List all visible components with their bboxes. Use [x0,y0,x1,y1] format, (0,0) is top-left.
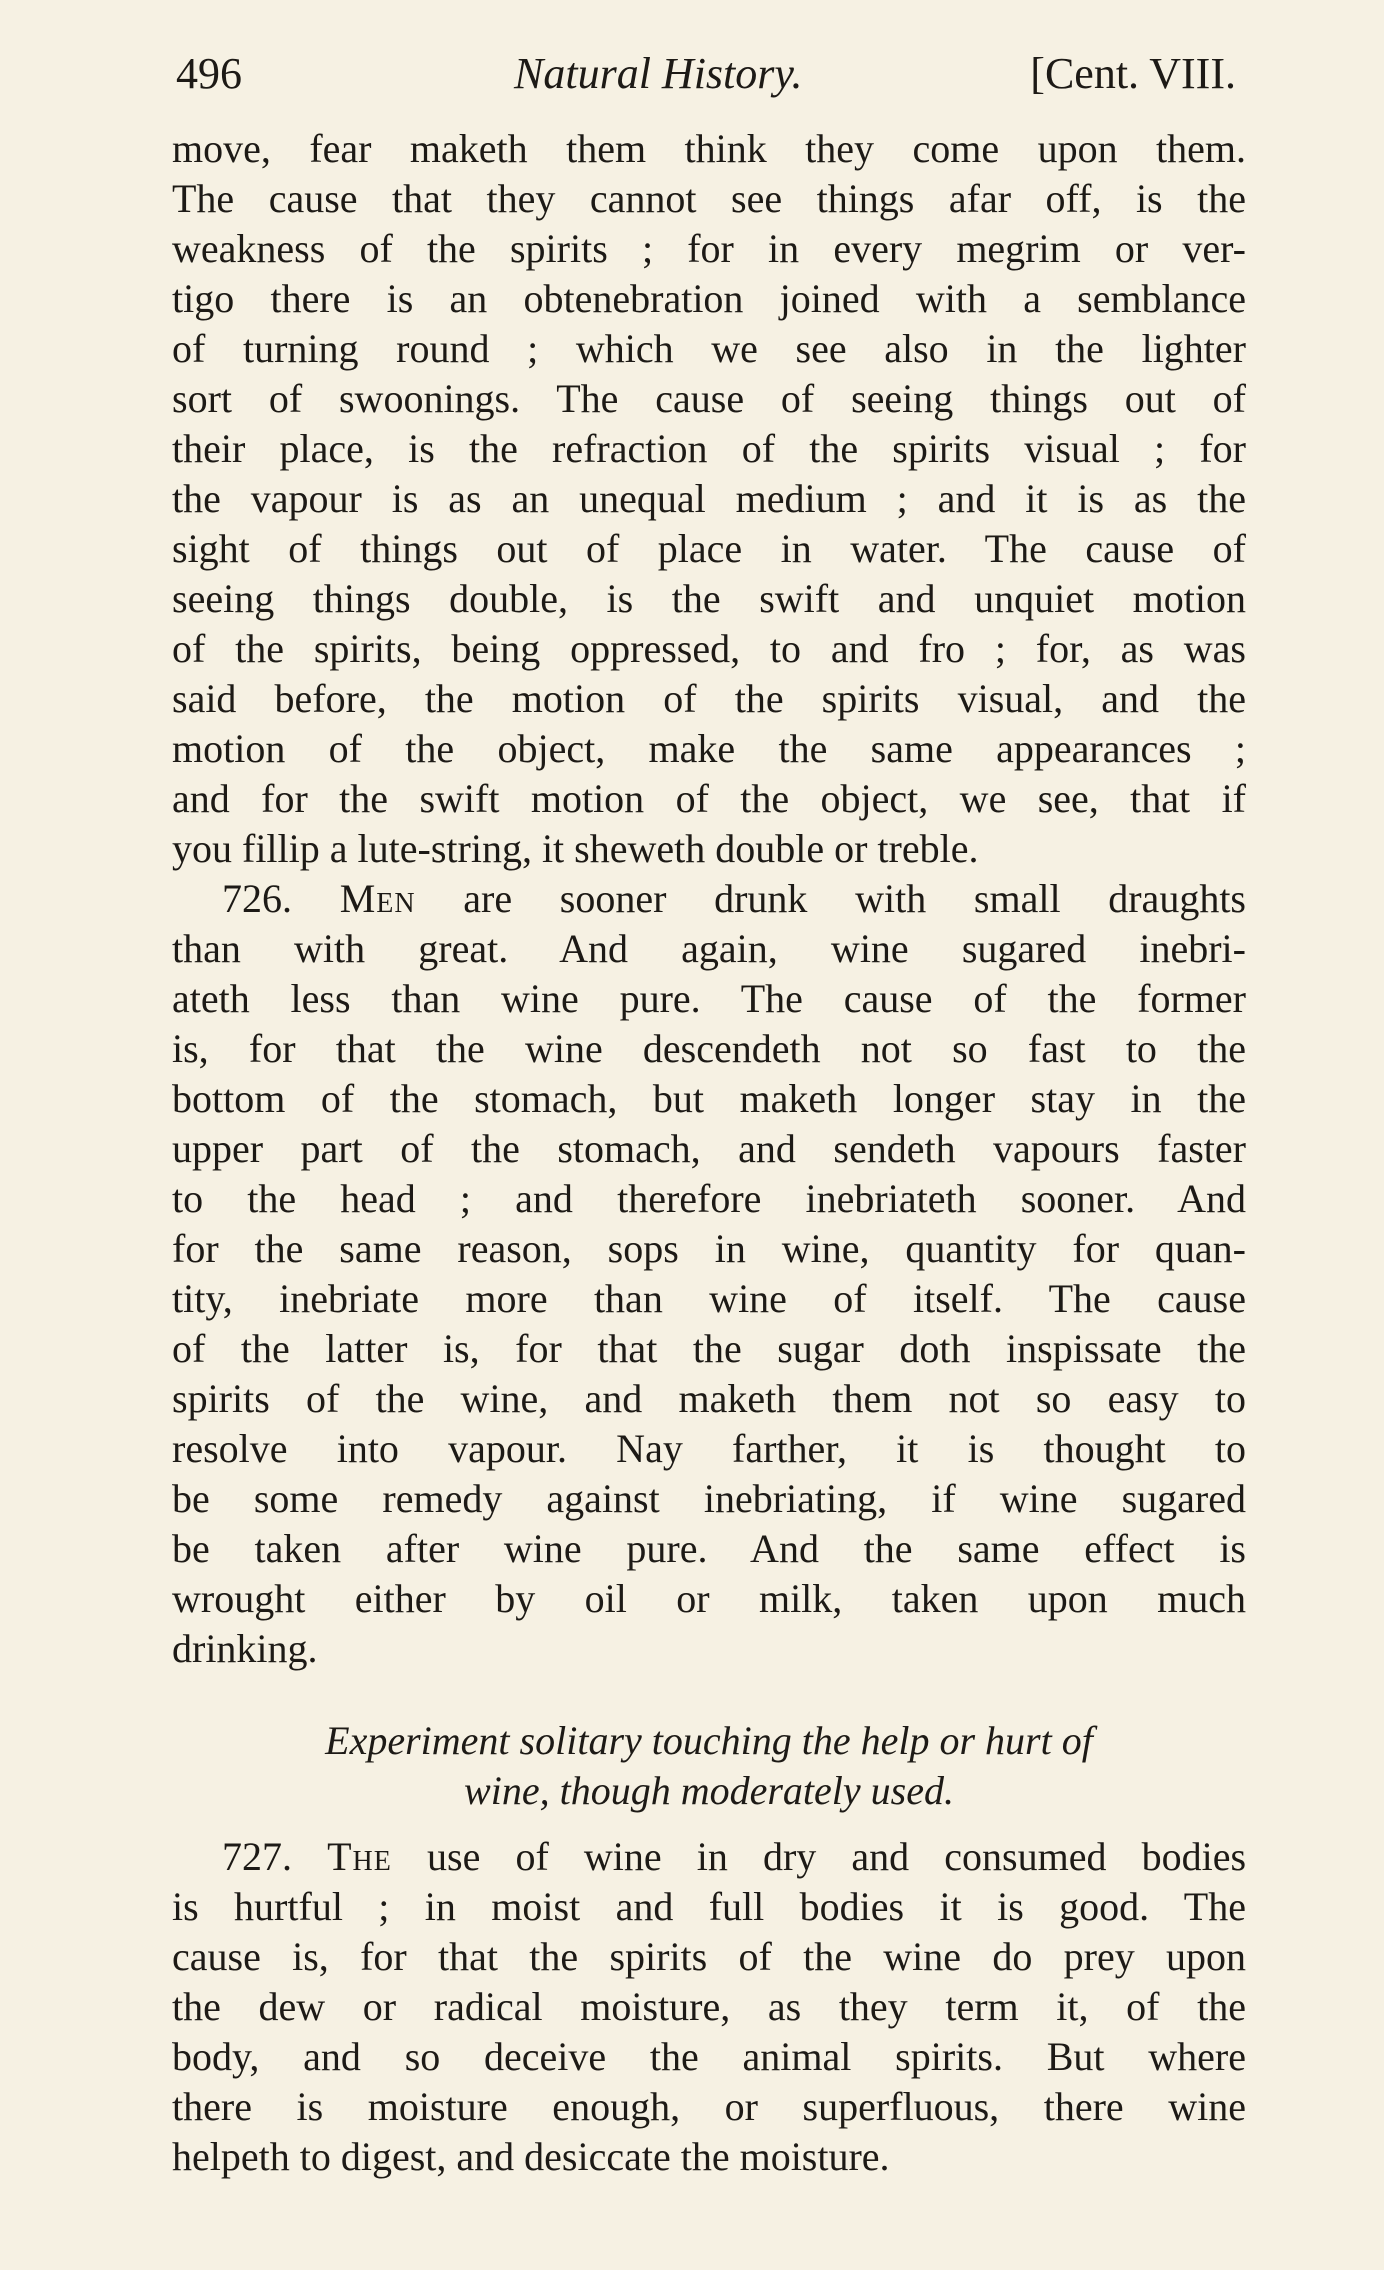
text-line: upper part of the stomach, and sendeth vapours faster [172,1126,1246,1171]
text-line: move, fear maketh them think they come upon them. [172,126,1246,171]
text-line: motion of the object, make the same appearances ; [172,726,1246,771]
paragraph-726-first-line: 726. Men are sooner drunk with small draughts [222,876,1246,921]
text-line: of the latter is, for that the sugar doth inspissate the [172,1326,1246,1371]
paragraph-727-first-line: 727. The use of wine in dry and consumed bodies [222,1834,1247,1879]
text-line: than with great. And again, wine sugared inebri- [172,926,1246,971]
text-line: is hurtful ; in moist and full bodies it is good. The [172,1884,1246,1929]
text-line: weakness of the spirits ; for in every megrim or ver- [172,226,1246,271]
text-line: The cause that they cannot see things afar off, is the [172,176,1246,221]
text-line: ateth less than wine pure. The cause of the former [172,976,1246,1021]
page-number: 496 [176,49,242,98]
text-line: be some remedy against inebriating, if wine sugared [172,1476,1246,1521]
text-line: the vapour is as an unequal medium ; and it is as the [172,476,1246,521]
text-line: of turning round ; which we see also in the lighter [172,326,1246,371]
section-heading-line-2: wine, though moderately used. [464,1768,954,1813]
paragraph-number: 727. [222,1834,292,1879]
text-line: resolve into vapour. Nay farther, it is thought to [172,1426,1246,1471]
running-title: Natural History. [514,49,803,98]
text-line: sort of swoonings. The cause of seeing things out of [172,376,1246,421]
section-heading-line-1: Experiment solitary touching the help or hurt of [325,1718,1093,1763]
text-line: tity, inebriate more than wine of itself. The cause [172,1276,1246,1321]
text-line: is, for that the wine descendeth not so fast to the [172,1026,1246,1071]
text-line: you fillip a lute-string, it sheweth double or treble. [172,826,979,871]
text-line: cause is, for that the spirits of the wine do prey upon [172,1934,1246,1979]
text-line: their place, is the refraction of the spirits visual ; for [172,426,1246,471]
text-line: spirits of the wine, and maketh them not so easy to [172,1376,1246,1421]
text-line: for the same reason, sops in wine, quantity for quan- [172,1226,1246,1271]
text-line: said before, the motion of the spirits visual, and the [172,676,1246,721]
small-caps-word: Men [339,876,416,921]
small-caps-word: The [327,1834,392,1879]
text-line: be taken after wine pure. And the same effect is [172,1526,1246,1571]
text-line: the dew or radical moisture, as they term it, of the [172,1984,1246,2029]
section-label: [Cent. VIII. [1030,49,1236,98]
text-line: seeing things double, is the swift and unquiet motion [172,576,1246,621]
text-line: bottom of the stomach, but maketh longer stay in the [172,1076,1246,1121]
text-line: sight of things out of place in water. The cause of [172,526,1246,571]
text-line: there is moisture enough, or superfluous, there wine [172,2084,1246,2129]
text-line: of the spirits, being oppressed, to and fro ; for, as was [172,626,1246,671]
text-line: and for the swift motion of the object, we see, that if [172,776,1246,821]
text-line: wrought either by oil or milk, taken upon much [172,1576,1246,1621]
text-line: drinking. [172,1626,318,1671]
text-line: tigo there is an obtenebration joined with a semblance [172,276,1246,321]
running-header [176,44,1236,104]
text-line: to the head ; and therefore inebriateth sooner. And [172,1176,1246,1221]
paragraph-number: 726. [222,876,292,921]
text-line: body, and so deceive the animal spirits. But where [172,2034,1246,2079]
text-line: helpeth to digest, and desiccate the moisture. [172,2134,890,2179]
